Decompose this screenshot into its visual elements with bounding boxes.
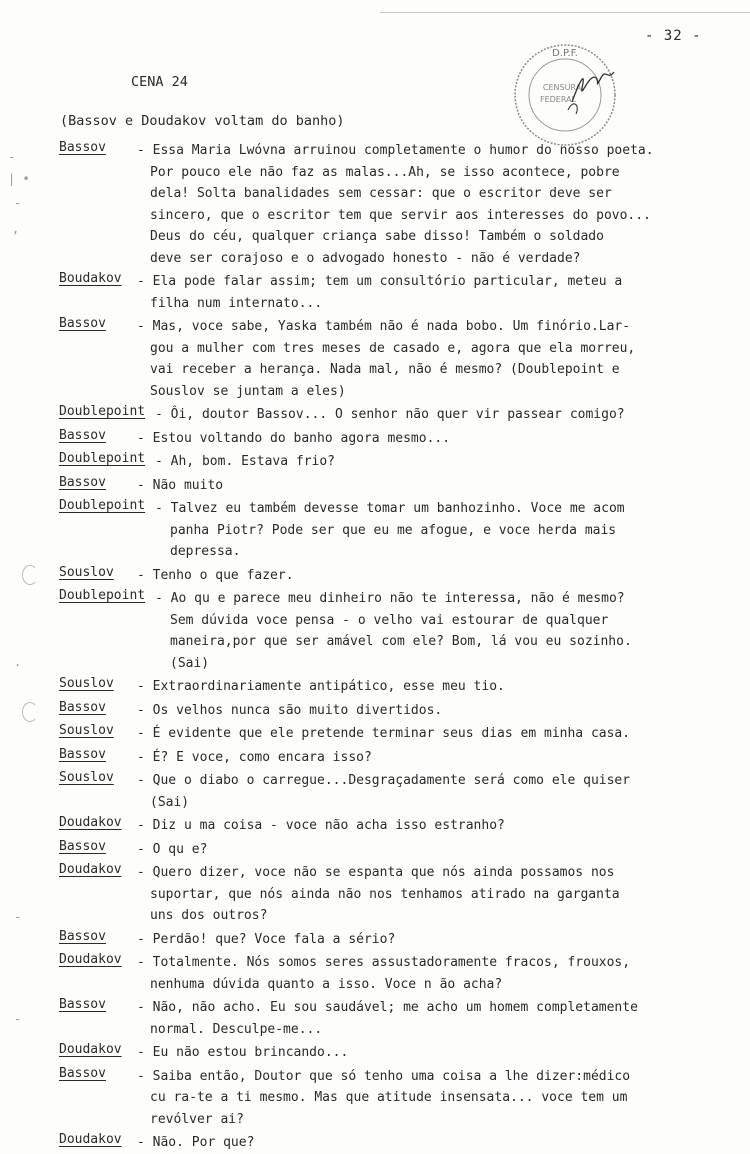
speaker-name: Bassov <box>59 838 106 854</box>
speech-line: revólver ai? <box>150 1111 244 1127</box>
margin-mark: - <box>14 910 22 924</box>
speech-text <box>137 952 750 995</box>
speech-line: - Eu não estou brincando... <box>137 1045 349 1060</box>
speaker-name: Bassov <box>59 1065 106 1081</box>
speaker-name: Doublepoint <box>59 498 146 513</box>
margin-mark: - <box>14 1012 22 1026</box>
margin-mark: , <box>12 222 20 236</box>
speech-text <box>137 475 750 497</box>
speech-line: - Diz u ma coisa - voce não acha isso estranho? <box>137 818 505 833</box>
speech-line: - Ah, bom. Estava frio? <box>155 454 336 469</box>
speaker-name: Bassov <box>59 140 106 155</box>
censorship-stamp <box>510 40 620 150</box>
speech-line: - Ôi, doutor Bassov... O senhor não quer vir passear comigo? <box>155 407 625 422</box>
speech-line: vai receber a herança. Nada mal, não é mesmo? (Doublepoint e <box>150 362 620 377</box>
hole-punch-mark <box>22 702 38 722</box>
speech-line: sincero, que o escritor tem que servir aos interesses do povo... <box>150 207 651 223</box>
speech-line: - Estou voltando do banho agora mesmo... <box>137 430 451 446</box>
speech-line: (Sai) <box>170 655 210 671</box>
speech-line: - Que o diabo o carregue...Desgraçadamente será como ele quiser <box>137 773 631 788</box>
scene-heading: CENA 24 <box>131 74 188 90</box>
speaker-name: Bassov <box>59 316 106 331</box>
speech-line: - O qu e? <box>137 841 208 857</box>
speaker-name: Doudakov <box>59 815 122 830</box>
speaker-name: Bassov <box>59 474 106 490</box>
speaker-name: Bassov <box>59 427 106 443</box>
speech-text <box>137 316 750 402</box>
speech-text <box>137 565 750 587</box>
speech-line: - Tenho o que fazer. <box>137 567 294 583</box>
speaker-name: Boudakov <box>59 271 122 286</box>
speech-line: panha Piotr? Pode ser que eu me afogue, e voce herda mais <box>170 522 617 538</box>
speech-line: - Não, não acho. Eu sou saudável; me acho um homem completamente <box>137 1000 638 1015</box>
speech-line: - Mas, voce sabe, Yaska também não é nada bobo. Um finório.Lar- <box>137 319 631 334</box>
speech-text <box>137 1066 750 1131</box>
stamp-top-text: D.P.F. <box>552 48 578 59</box>
speech-line: - Talvez eu também devesse tomar um banhozinho. Voce me acom <box>155 501 625 516</box>
speech-text <box>137 676 750 698</box>
speaker-name: Souslov <box>59 723 114 738</box>
speaker-name: Doublepoint <box>59 588 146 603</box>
speech-line: Por pouco ele não faz as malas...Ah, se isso acontece, pobre <box>150 164 620 180</box>
speech-line: - Totalmente. Nós somos seres assustadoramente fracos, frouxos, <box>137 955 631 970</box>
speech-text <box>155 588 750 674</box>
speaker-name: Bassov <box>59 928 106 944</box>
speaker-name: Doudakov <box>59 1042 122 1057</box>
speech-text <box>155 451 750 473</box>
speech-text <box>137 700 750 722</box>
speaker-name: Souslov <box>59 564 114 580</box>
speaker-name: Bassov <box>59 997 106 1012</box>
speech-text <box>155 498 750 563</box>
speaker-name: Doublepoint <box>59 451 146 466</box>
speech-line: Souslov se juntam a eles) <box>150 383 346 399</box>
signature-scribble <box>572 72 614 102</box>
speech-text <box>137 747 750 769</box>
speaker-name: Doudakov <box>59 952 122 967</box>
speech-line: deve ser corajoso e o advogado honesto - não é verdade? <box>150 250 581 266</box>
speech-text <box>137 271 750 314</box>
margin-mark: . <box>14 655 22 669</box>
speech-line: cu ra-te a ti mesmo. Mas que atitude insensata... voce tem um <box>150 1090 628 1105</box>
speech-text <box>137 997 750 1040</box>
stamp-center-text-1: CENSURA <box>542 83 582 92</box>
margin-mark: - <box>14 196 22 210</box>
speaker-name: Doublepoint <box>59 404 146 419</box>
speech-text <box>137 1132 750 1154</box>
speech-text <box>137 862 750 927</box>
speaker-name: Bassov <box>59 699 106 715</box>
speech-line: suportar, que nós ainda não nos tenhamos atirado na garganta <box>150 886 620 902</box>
speech-line: - Essa Maria Lwóvna arruinou completamente o humor do nosso poeta. <box>137 143 654 158</box>
speaker-name: Souslov <box>59 770 114 785</box>
speech-line: - É evidente que ele pretende terminar seus dias em minha casa. <box>137 726 631 741</box>
speech-line: dela! Solta banalidades sem cessar: que o escritor deve ser <box>150 186 612 201</box>
speaker-name: Bassov <box>59 746 106 762</box>
speech-line: - Ela pode falar assim; tem um consultório particular, meteu a <box>137 274 623 289</box>
top-rule <box>380 12 750 13</box>
speech-line: gou a mulher com tres meses de casado e, agora que ela morreu, <box>150 340 636 356</box>
stage-direction: (Bassov e Doudakov voltam do banho) <box>60 113 345 129</box>
margin-mark: - <box>8 150 16 164</box>
speaker-name: Doudakov <box>59 1132 122 1147</box>
speech-line: filha num internato... <box>150 295 323 311</box>
speech-line: Deus do céu, qualquer criança sabe disso! Também o soldado <box>150 229 604 244</box>
speech-line: - Não muito <box>137 477 224 493</box>
speech-line: normal. Desculpe-me... <box>150 1021 323 1037</box>
speech-line: - Ao qu e parece meu dinheiro não te interessa, não é mesmo? <box>155 591 625 606</box>
speech-line: - Extraordinariamente antipático, esse meu tio. <box>137 679 505 694</box>
speaker-name: Souslov <box>59 676 114 691</box>
speech-text <box>137 723 750 745</box>
speech-line: - Perdão! que? Voce fala a sério? <box>137 931 396 947</box>
stamp-center-text-2: FEDERAL <box>539 95 577 104</box>
speech-line: (Sai) <box>150 794 190 810</box>
speech-line: uns dos outros? <box>150 908 268 923</box>
page-number: - 32 - <box>645 28 702 44</box>
speech-line: - É? E voce, como encara isso? <box>137 749 372 765</box>
speech-text <box>155 404 750 426</box>
speech-text <box>137 1042 750 1064</box>
speech-line: maneira,por que ser amável com ele? Bom, lá vou eu sozinho. <box>170 634 632 649</box>
speech-text <box>137 428 750 450</box>
speech-line: - Não. Por que? <box>137 1135 255 1150</box>
speech-text <box>137 770 750 813</box>
speech-line: - Os velhos nunca são muito divertidos. <box>137 702 443 718</box>
speech-line: - Saiba então, Doutor que só tenho uma coisa a lhe dizer:médico <box>137 1068 631 1084</box>
speech-text <box>137 929 750 951</box>
speech-line: Sem dúvida voce pensa - o velho vai estourar de qualquer <box>170 612 609 628</box>
speech-text <box>137 815 750 837</box>
hole-punch-mark <box>22 565 38 585</box>
speech-line: - Quero dizer, voce não se espanta que nós ainda possamos nos <box>137 865 615 880</box>
speech-line: nenhuma dúvida quanto a isso. Voce n ão acha? <box>150 976 503 992</box>
speaker-name: Doudakov <box>59 862 122 877</box>
speech-text <box>137 839 750 861</box>
speech-line: depressa. <box>170 544 241 559</box>
margin-mark: | • <box>8 172 30 186</box>
speech-text <box>137 140 750 269</box>
